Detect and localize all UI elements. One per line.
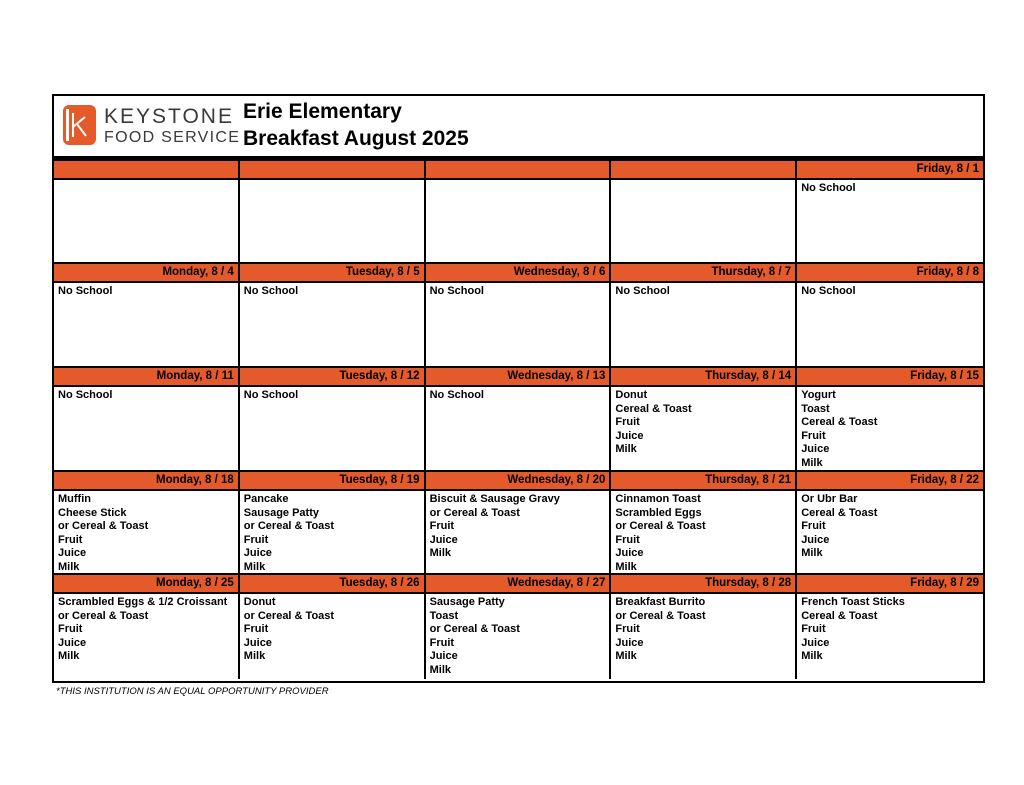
menu-item: Cereal & Toast [801,609,878,622]
menu-item: No School [615,285,670,297]
menu-item: Juice [801,443,830,455]
menu-title: Breakfast August 2025 [243,127,469,150]
day-menu [797,387,983,472]
day-date-header: Friday, 8 / 15 [797,368,983,387]
day-cell [240,472,426,575]
keystone-k-icon [63,105,96,145]
menu-item: Juice [58,636,87,649]
day-cell [797,161,983,264]
menu-item: Juice [801,636,830,649]
day-cell [611,368,797,472]
day-date-header: Wednesday, 8 / 13 [426,368,610,387]
menu-item: Juice [801,533,830,546]
day-date-header: Wednesday, 8 / 27 [426,575,610,594]
menu-item: Cinnamon Toast [615,493,701,505]
day-cell [54,575,240,679]
menu-item: Milk [801,650,823,662]
day-menu [611,180,795,264]
menu-item: Juice [243,547,272,559]
menu-item: Juice [429,533,458,546]
menu-item: No School [801,285,856,297]
menu-item: Milk [243,650,266,662]
menu-item: Cereal & Toast [801,416,878,428]
day-menu [54,283,238,368]
menu-item: Sausage Patty [243,506,319,519]
menu-item: Breakfast Burrito [615,596,706,608]
menu-item: Milk [429,663,451,676]
menu-item: Juice [243,636,272,649]
day-menu [240,491,424,575]
day-cell [54,472,240,575]
menu-item: Cheese Stick [58,506,127,519]
menu-item: Milk [615,560,637,573]
menu-item: or Cereal & Toast [429,506,520,519]
header-titles [243,99,469,153]
day-cell [797,264,983,368]
menu-item: or Cereal & Toast [243,520,335,532]
menu-item: Donut [243,596,276,608]
menu-item: Fruit [58,533,83,546]
day-menu [54,491,238,575]
menu-item: No School [58,389,113,401]
day-cell [611,575,797,679]
day-menu [240,283,424,368]
day-cell [797,472,983,575]
day-menu [426,491,610,575]
menu-item: Milk [429,547,451,559]
day-menu [797,594,983,679]
menu-sheet [52,94,985,683]
menu-item: Or Ubr Bar [801,493,858,505]
menu-item: Toast [429,609,459,622]
day-date-header [611,161,795,180]
menu-item: Fruit [801,429,826,442]
menu-item: Milk [615,443,637,455]
day-cell [54,161,240,264]
day-date-header [240,161,424,180]
menu-item: Muffin [58,493,91,505]
menu-header [54,96,983,156]
day-menu [426,387,610,472]
day-date-header: Thursday, 8 / 7 [611,264,795,283]
day-date-header: Wednesday, 8 / 6 [426,264,610,283]
day-menu [611,283,795,368]
menu-item: No School [801,182,856,194]
day-menu [240,180,424,264]
day-menu [426,283,610,368]
menu-item: Pancake [243,493,289,505]
day-cell [240,575,426,679]
day-date-header: Tuesday, 8 / 12 [240,368,424,387]
day-cell [611,264,797,368]
day-date-header: Thursday, 8 / 14 [611,368,795,387]
menu-item: Fruit [243,623,269,635]
menu-item: or Cereal & Toast [615,609,706,622]
menu-item: Scrambled Eggs & 1/2 Croissant [58,596,228,608]
menu-item: Cereal & Toast [615,402,692,415]
day-cell [611,472,797,575]
menu-item: No School [429,389,484,401]
day-cell [611,161,797,264]
day-date-header: Monday, 8 / 18 [54,472,238,491]
menu-item: Juice [615,429,644,442]
day-menu [426,594,610,679]
day-date-header: Tuesday, 8 / 19 [240,472,424,491]
menu-item: Biscuit & Sausage Gravy [429,493,560,505]
day-date-header: Monday, 8 / 4 [54,264,238,283]
menu-item: No School [58,285,113,297]
menu-item: French Toast Sticks [801,596,905,608]
day-cell [54,368,240,472]
day-menu [797,180,983,264]
day-cell [797,368,983,472]
day-date-header: Thursday, 8 / 21 [611,472,795,491]
day-date-header: Friday, 8 / 22 [797,472,983,491]
menu-item: Yogurt [801,389,836,401]
menu-item: or Cereal & Toast [58,609,149,622]
day-date-header: Friday, 8 / 8 [797,264,983,283]
day-cell [797,575,983,679]
day-menu [611,594,795,679]
day-date-header: Monday, 8 / 25 [54,575,238,594]
brand-name: KEYSTONE [104,105,234,128]
day-cell [426,575,612,679]
day-cell [54,264,240,368]
menu-item: or Cereal & Toast [429,623,520,635]
menu-item: Milk [801,547,823,559]
school-name: Erie Elementary [243,100,402,123]
menu-item: Sausage Patty [429,596,505,608]
keystone-logo [63,102,241,148]
menu-item: Cereal & Toast [801,506,878,519]
day-cell [240,368,426,472]
day-cell [426,161,612,264]
brand-subname: FOOD SERVICE [104,129,241,146]
menu-item: Scrambled Eggs [615,506,702,519]
menu-item: or Cereal & Toast [58,520,149,532]
menu-item: No School [243,285,299,297]
menu-item: Juice [58,547,87,559]
day-date-header: Friday, 8 / 29 [797,575,983,594]
menu-item: Milk [801,456,823,469]
day-cell [426,472,612,575]
menu-item: Milk [58,560,80,573]
day-menu [611,491,795,575]
day-date-header: Friday, 8 / 1 [797,161,983,180]
menu-item: No School [429,285,484,297]
day-menu [240,387,424,472]
menu-item: Fruit [429,520,455,532]
menu-item: Donut [615,389,648,401]
menu-item: Fruit [615,533,640,546]
day-date-header: Tuesday, 8 / 5 [240,264,424,283]
menu-item: Fruit [615,623,640,635]
calendar-grid [54,161,983,679]
menu-item: or Cereal & Toast [615,520,706,532]
menu-item: or Cereal & Toast [243,609,335,622]
day-cell [240,264,426,368]
menu-item: Fruit [58,623,83,635]
day-date-header [426,161,610,180]
menu-item: Fruit [801,520,826,532]
menu-item: Fruit [801,623,826,635]
day-cell [240,161,426,264]
day-date-header: Monday, 8 / 11 [54,368,238,387]
menu-item: Juice [615,636,644,649]
footer-note: *THIS INSTITUTION IS AN EQUAL OPPORTUNITY PROVIDER [56,686,329,697]
day-date-header [54,161,238,180]
menu-item: Fruit [429,636,455,649]
menu-item: Toast [801,402,830,415]
day-date-header: Thursday, 8 / 28 [611,575,795,594]
day-menu [54,387,238,472]
day-menu [54,180,238,264]
day-menu [54,594,238,679]
day-menu [240,594,424,679]
day-menu [797,491,983,575]
menu-item: Juice [429,650,458,662]
menu-item: Milk [243,560,266,573]
menu-item: Milk [58,650,80,662]
menu-item: Fruit [615,416,640,428]
day-date-header: Tuesday, 8 / 26 [240,575,424,594]
day-date-header: Wednesday, 8 / 20 [426,472,610,491]
menu-item: No School [243,389,299,401]
day-cell [426,368,612,472]
menu-item: Fruit [243,533,269,546]
day-menu [797,283,983,368]
menu-item: Milk [615,650,637,662]
day-menu [426,180,610,264]
menu-item: Juice [615,547,644,559]
day-cell [426,264,612,368]
day-menu [611,387,795,472]
